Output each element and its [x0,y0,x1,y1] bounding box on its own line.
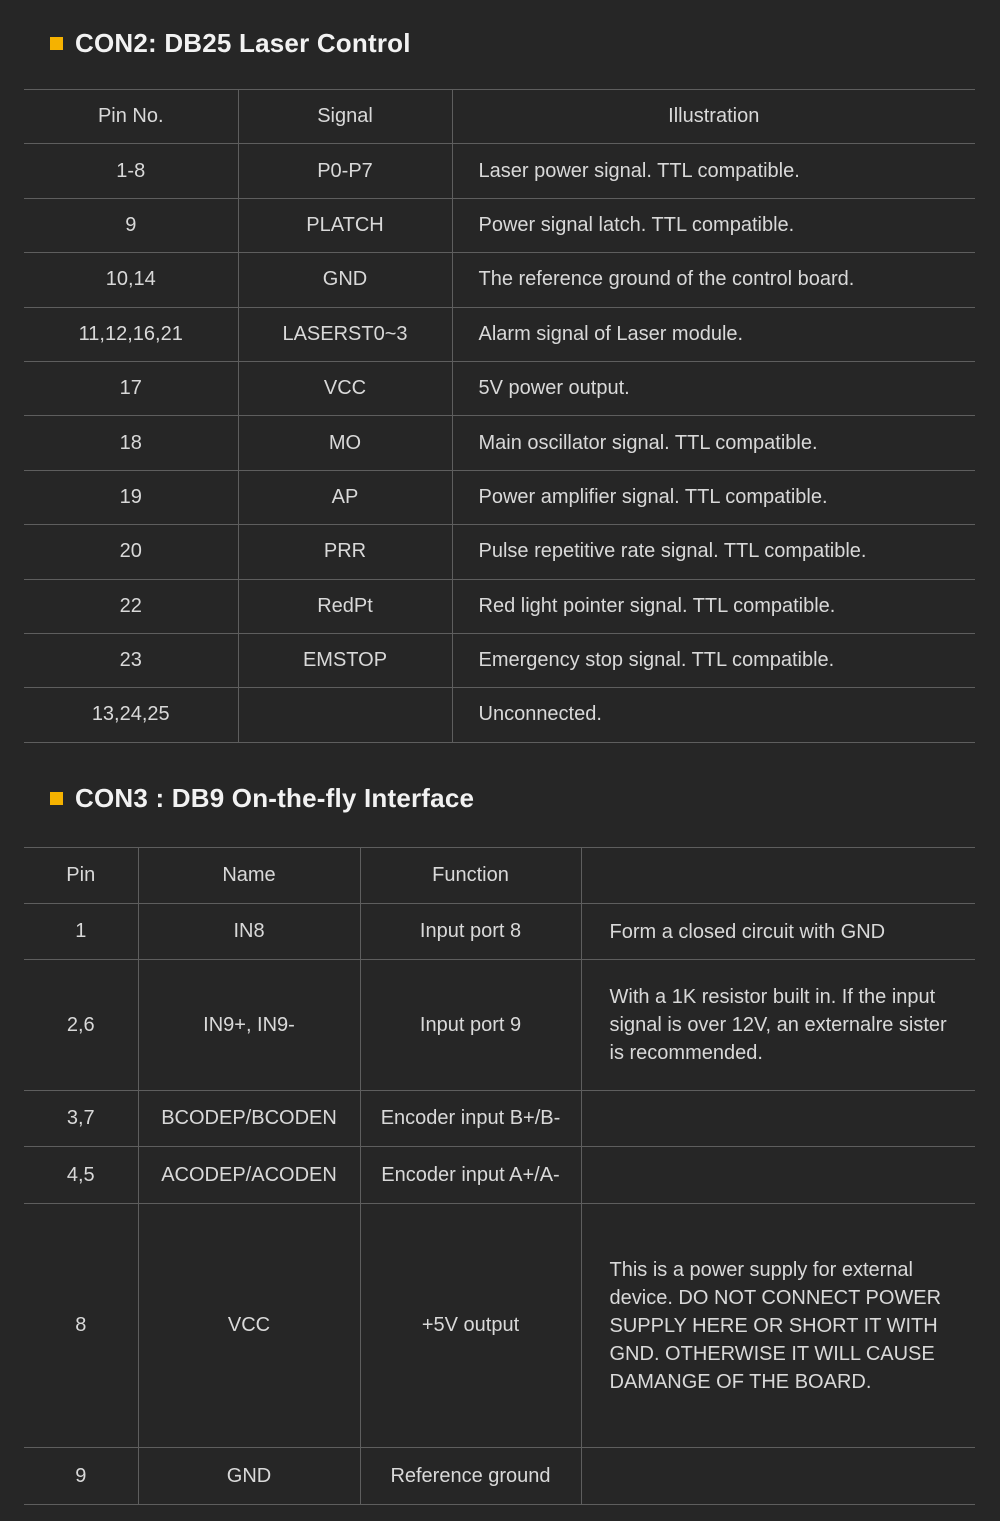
function-cell: Input port 9 [360,960,581,1091]
pin-cell: 2,6 [24,960,138,1091]
signal-cell: LASERST0~3 [238,307,452,361]
signal-cell: MO [238,416,452,470]
header-function: Function [360,848,581,904]
name-cell: IN9+, IN9- [138,960,360,1091]
illustration-cell: 5V power output. [452,361,975,415]
name-cell: IN8 [138,904,360,960]
con2-pin-table [24,89,975,743]
header-pin-no: Pin No. [24,90,238,144]
pin-cell: 4,5 [24,1147,138,1204]
table-header-row [24,848,975,904]
table-row [24,904,975,960]
pin-cell: 9 [24,1448,138,1505]
illustration-cell: Unconnected. [452,688,975,742]
illustration-cell: Red light pointer signal. TTL compatible. [452,579,975,633]
pin-no-cell: 23 [24,633,238,687]
header-illustration: Illustration [452,90,975,144]
table-row [24,1448,975,1505]
function-cell: Encoder input B+/B- [360,1091,581,1147]
pin-cell: 3,7 [24,1091,138,1147]
pin-no-cell: 22 [24,579,238,633]
table-row [24,416,975,470]
illustration-cell: The reference ground of the control board. [452,253,975,307]
illustration-cell: Laser power signal. TTL compatible. [452,144,975,198]
description-cell [581,1448,975,1505]
pin-cell: 8 [24,1204,138,1448]
table-row [24,144,975,198]
square-bullet-icon [50,37,63,50]
pin-no-cell: 19 [24,470,238,524]
illustration-cell: Emergency stop signal. TTL compatible. [452,633,975,687]
signal-cell: RedPt [238,579,452,633]
con3-pin-table [24,847,975,1505]
header-name: Name [138,848,360,904]
function-cell: Reference ground [360,1448,581,1505]
pin-no-cell: 11,12,16,21 [24,307,238,361]
pin-no-cell: 9 [24,198,238,252]
pin-no-cell: 1-8 [24,144,238,198]
illustration-cell: Alarm signal of Laser module. [452,307,975,361]
header-description [581,848,975,904]
signal-cell: AP [238,470,452,524]
table-row [24,307,975,361]
function-cell: Encoder input A+/A- [360,1147,581,1204]
table-row [24,253,975,307]
header-pin: Pin [24,848,138,904]
description-cell: Form a closed circuit with GND [581,904,975,960]
table-row [24,198,975,252]
table-row [24,633,975,687]
description-cell: This is a power supply for external device. DO NOT CONNECT POWER SUPPLY HERE OR SHORT IT WITH GND. OTHERWISE IT WILL CAUSE DAMANGE OF THE BOARD. [581,1204,975,1448]
pin-no-cell: 18 [24,416,238,470]
con2-title: CON2: DB25 Laser Control [75,27,411,58]
name-cell: VCC [138,1204,360,1448]
pin-no-cell: 10,14 [24,253,238,307]
illustration-cell: Pulse repetitive rate signal. TTL compatible. [452,525,975,579]
pin-no-cell: 13,24,25 [24,688,238,742]
name-cell: ACODEP/ACODEN [138,1147,360,1204]
square-bullet-icon [50,792,63,805]
signal-cell: EMSTOP [238,633,452,687]
function-cell: +5V output [360,1204,581,1448]
table-row [24,525,975,579]
table-row [24,470,975,524]
table-row [24,1147,975,1204]
illustration-cell: Main oscillator signal. TTL compatible. [452,416,975,470]
illustration-cell: Power amplifier signal. TTL compatible. [452,470,975,524]
function-cell: Input port 8 [360,904,581,960]
con2-section-heading [50,23,411,63]
name-cell: BCODEP/BCODEN [138,1091,360,1147]
description-cell [581,1091,975,1147]
signal-cell: P0-P7 [238,144,452,198]
table-row [24,960,975,1091]
con3-title: CON3 : DB9 On-the-fly Interface [75,782,475,813]
table-row [24,1204,975,1448]
description-cell [581,1147,975,1204]
signal-cell: VCC [238,361,452,415]
signal-cell: PRR [238,525,452,579]
table-row [24,579,975,633]
illustration-cell: Power signal latch. TTL compatible. [452,198,975,252]
pin-no-cell: 17 [24,361,238,415]
header-signal: Signal [238,90,452,144]
table-header-row [24,90,975,144]
table-row [24,1091,975,1147]
signal-cell: GND [238,253,452,307]
con3-section-heading [50,778,474,818]
table-row [24,688,975,742]
table-row [24,361,975,415]
pin-no-cell: 20 [24,525,238,579]
signal-cell: PLATCH [238,198,452,252]
description-cell: With a 1K resistor built in. If the input signal is over 12V, an externalre sister is recommended. [581,960,975,1091]
signal-cell [238,688,452,742]
name-cell: GND [138,1448,360,1505]
pin-cell: 1 [24,904,138,960]
